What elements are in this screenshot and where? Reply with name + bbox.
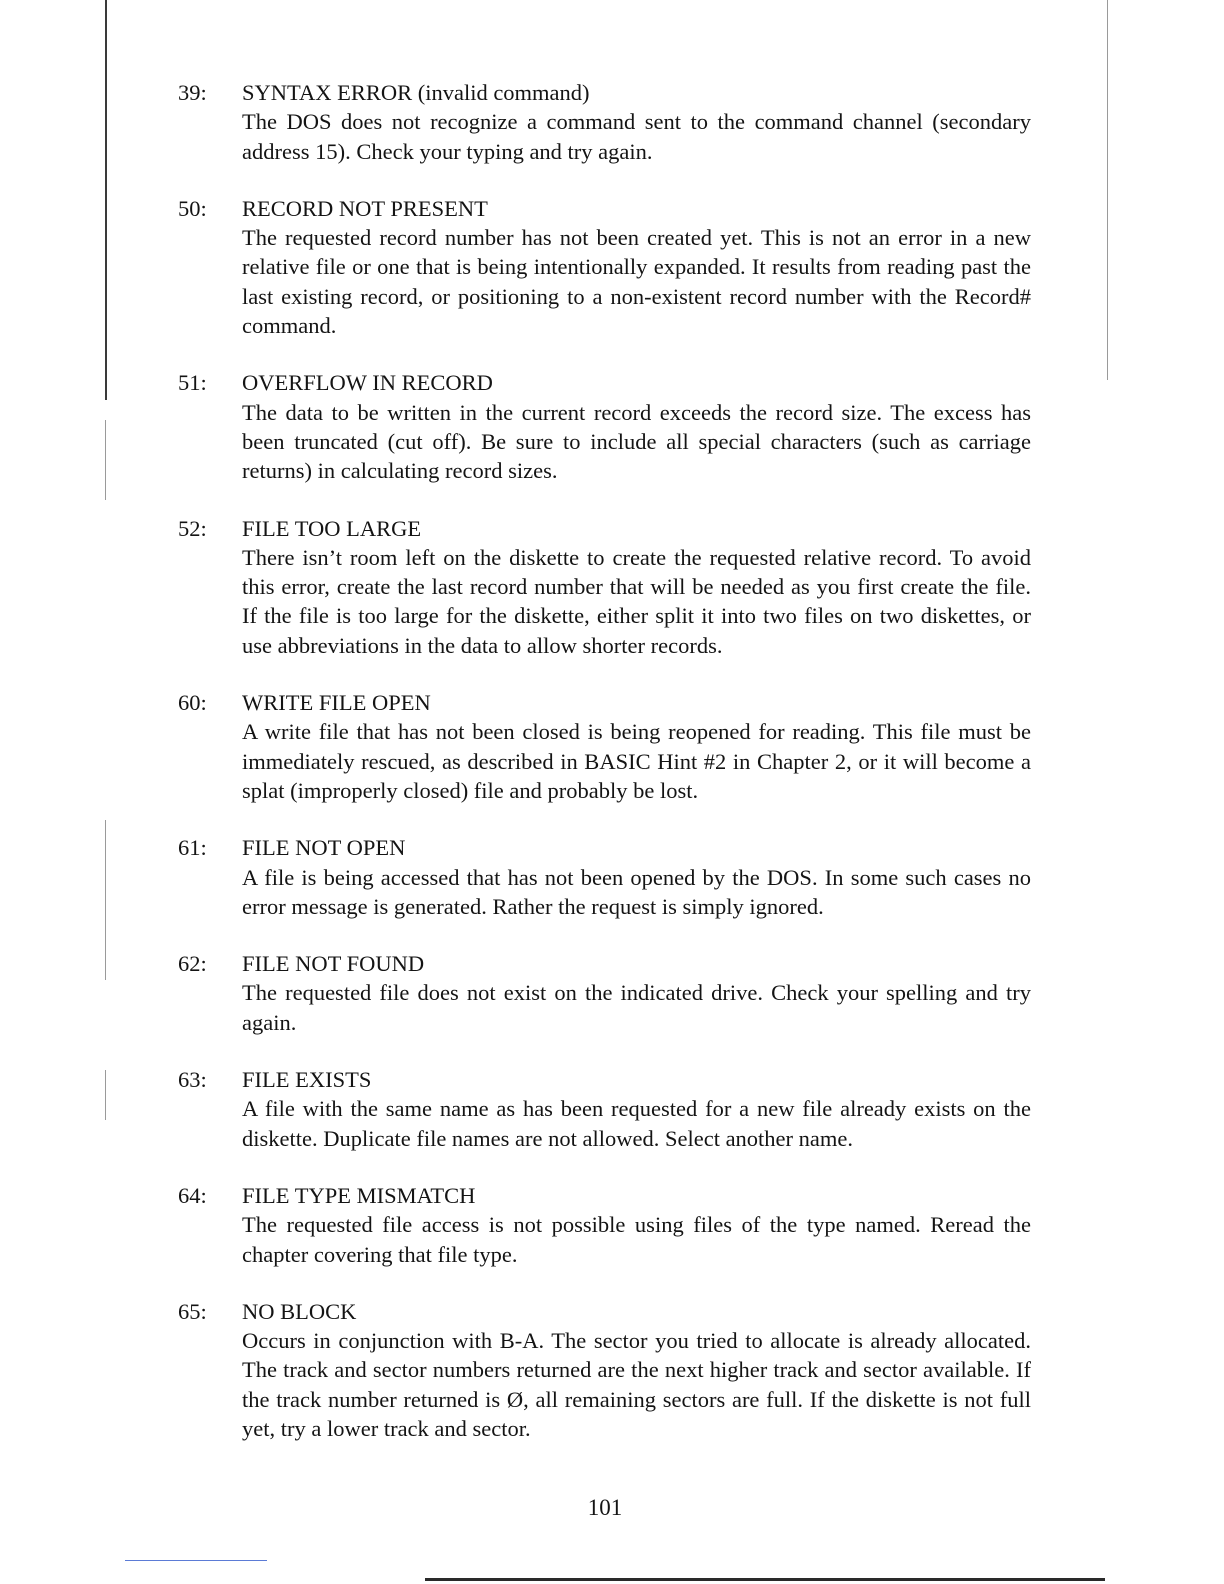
error-title: FILE TOO LARGE — [242, 515, 422, 541]
error-code: 64: — [178, 1182, 207, 1208]
error-entry — [0, 833, 1224, 921]
scan-bottom-edge — [425, 1578, 1105, 1581]
error-description: A file is being accessed that has not been opened by the DOS. In some such cases no error message is generated. Rather the request is simply ignored. — [242, 864, 1031, 919]
error-code: 60: — [178, 690, 207, 716]
error-title: FILE EXISTS — [242, 1067, 372, 1093]
error-body — [242, 688, 1031, 805]
error-code: 39: — [178, 80, 207, 105]
error-body — [242, 1065, 1031, 1153]
error-title: FILE NOT FOUND — [242, 951, 425, 977]
error-code: 50: — [178, 195, 207, 221]
error-entry — [0, 368, 1224, 485]
error-description: A file with the same name as has been requested for a new file already exists on the diskette. Duplicate file names are not allowed. Select another name. — [242, 1096, 1031, 1151]
error-list — [0, 78, 1224, 1471]
error-body — [242, 368, 1031, 485]
error-entry — [0, 949, 1224, 1037]
error-description: The requested file does not exist on the indicated drive. Check your spelling and try again. — [242, 980, 1031, 1035]
error-entry — [0, 194, 1224, 340]
error-code: 63: — [178, 1067, 207, 1093]
error-code: 51: — [178, 370, 207, 396]
error-description: The requested record number has not been created yet. This is not an error in a new relative file or one that is being intentionally expanded. It results from reading past the last existing record, or positioning to a non-existent record number with the Record# command. — [242, 225, 1031, 339]
error-description: A write file that has not been closed is being reopened for reading. This file must be immediately rescued, as described in BASIC Hint #2 in Chapter 2, or it will become a splat (improperly closed) file and probably be lost. — [242, 719, 1031, 803]
error-body — [242, 949, 1031, 1037]
error-description: The data to be written in the current record exceeds the record size. The excess has been truncated (cut off). Be sure to include all special characters (such as carriage returns) in calculating record sizes. — [242, 399, 1031, 484]
page-number: 101 — [587, 1495, 623, 1520]
error-code: 61: — [178, 835, 207, 861]
scan-artifact-line — [125, 1560, 267, 1561]
error-description: The requested file access is not possible using files of the type named. Reread the chapter covering that file type. — [242, 1212, 1031, 1267]
error-body — [242, 1297, 1031, 1443]
error-title: SYNTAX ERROR (invalid command) — [242, 80, 590, 105]
error-title: RECORD NOT PRESENT — [242, 195, 488, 221]
error-description: Occurs in conjunction with B-A. The sector you tried to allocate is already allocated. The track and sector numbers returned are the next higher track and sector available. If the track number returned is Ø, all remaining sectors are full. If the diskette is not full yet, try a lower track and sector. — [242, 1328, 1031, 1441]
error-body — [242, 833, 1031, 921]
error-entry — [0, 1181, 1224, 1269]
error-title: OVERFLOW IN RECORD — [242, 370, 493, 396]
error-description: The DOS does not recognize a command sent to the command channel (secondary address 15). Check your typing and try again. — [242, 109, 1031, 164]
error-entry — [0, 78, 1224, 166]
error-body — [242, 514, 1031, 660]
error-entry — [0, 1297, 1224, 1443]
error-body — [242, 194, 1031, 340]
error-title: WRITE FILE OPEN — [242, 690, 431, 716]
error-code: 62: — [178, 951, 207, 977]
error-entry — [0, 688, 1224, 805]
error-code: 65: — [178, 1298, 207, 1324]
error-body — [242, 78, 1031, 166]
error-code: 52: — [178, 515, 207, 541]
error-title: NO BLOCK — [242, 1298, 357, 1324]
error-title: FILE TYPE MISMATCH — [242, 1182, 476, 1208]
error-description: There isn’t room left on the diskette to create the requested relative record. To avoid this error, create the last record number that will be needed as you first create the file. If the file is too large for the diskette, either split it into two files on two diskettes, or use abbreviations in the data to allow shorter records. — [242, 544, 1031, 658]
error-entry — [0, 514, 1224, 660]
error-body — [242, 1181, 1031, 1269]
error-title: FILE NOT OPEN — [242, 835, 406, 861]
error-entry — [0, 1065, 1224, 1153]
